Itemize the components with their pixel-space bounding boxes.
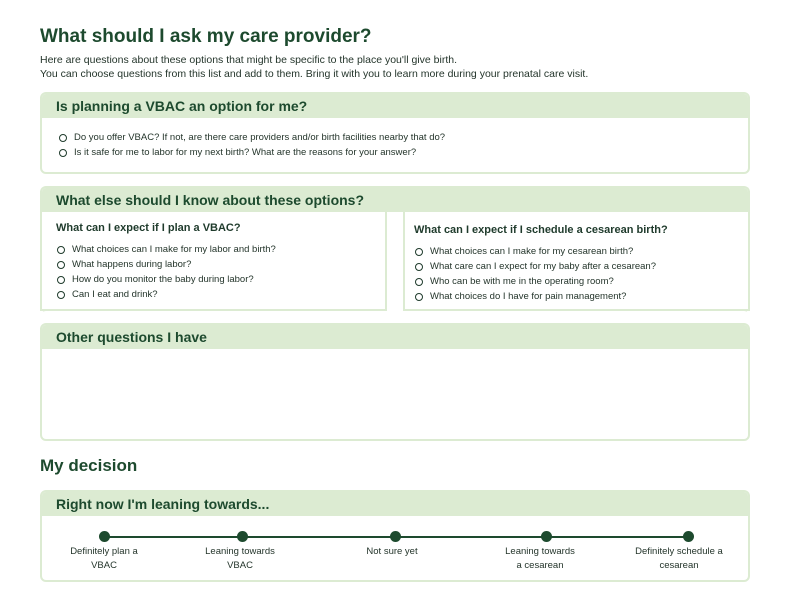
scale-label-line: Leaning towards [505,546,575,557]
page-title: What should I ask my care provider? [40,26,372,47]
scale-label-line: Leaning towards [205,546,275,557]
vbac-option-question-list [42,118,748,160]
cesarean-expect-question-list [414,244,748,304]
scale-dot-not-sure[interactable] [390,531,401,542]
cesarean-expect-title: What can I expect if I schedule a cesarean birth? [414,224,668,236]
vbac-expect-question-list [56,242,385,302]
other-questions-notes-area[interactable] [42,349,748,439]
question-item: Can I eat and drink? [56,287,385,302]
question-item: What choices can I make for my cesarean birth? [414,244,748,259]
scale-label-line: Definitely schedule a [635,546,723,557]
vbac-option-card [40,92,750,174]
question-item: Is it safe for me to labor for my next birth? What are the reasons for your answer? [58,145,748,160]
intro-line-2: You can choose questions from this list and add to them. Bring it with you to learn more during your prenatal care visit. [40,68,589,80]
question-item: What care can I expect for my baby after a cesarean? [414,259,748,274]
scale-label-definitely-vbac [44,545,164,573]
question-item: What choices can I make for my labor and birth? [56,242,385,257]
intro-line-1: Here are questions about these options that might be specific to the place you'll give birth. [40,54,458,66]
question-item: Do you offer VBAC? If not, are there care providers and/or birth facilities nearby that do? [58,130,748,145]
scale-label-leaning-cesarean [480,545,600,573]
scale-dot-definitely-vbac[interactable] [99,531,110,542]
intro-text [40,53,588,81]
question-item: What happens during labor? [56,257,385,272]
scale-label-line: Not sure yet [366,546,418,557]
scale-label-not-sure [332,545,452,559]
other-questions-card [40,323,750,441]
scale-dot-leaning-vbac[interactable] [237,531,248,542]
vbac-option-heading: Is planning a VBAC an option for me? [42,94,748,118]
know-more-heading: What else should I know about these options? [42,188,748,212]
other-questions-heading: Other questions I have [42,325,748,349]
vbac-expect-panel [40,210,387,311]
question-item: How do you monitor the baby during labor? [56,272,385,287]
scale-label-line: VBAC [227,560,253,571]
scale-label-definitely-cesarean [619,545,739,573]
scale-label-leaning-vbac [180,545,300,573]
scale-dot-leaning-cesarean[interactable] [541,531,552,542]
question-item: What choices do I have for pain management? [414,289,748,304]
scale-label-line: Definitely plan a [70,546,138,557]
scale-label-line: cesarean [659,560,699,571]
decision-heading: Right now I'm leaning towards... [42,492,748,516]
cesarean-expect-panel [403,210,750,311]
decision-title: My decision [40,456,138,475]
question-item: Who can be with me in the operating room? [414,274,748,289]
scale-label-line: VBAC [91,560,117,571]
scale-dot-definitely-cesarean[interactable] [683,531,694,542]
vbac-expect-title: What can I expect if I plan a VBAC? [56,222,241,234]
scale-label-line: a cesarean [516,560,564,571]
